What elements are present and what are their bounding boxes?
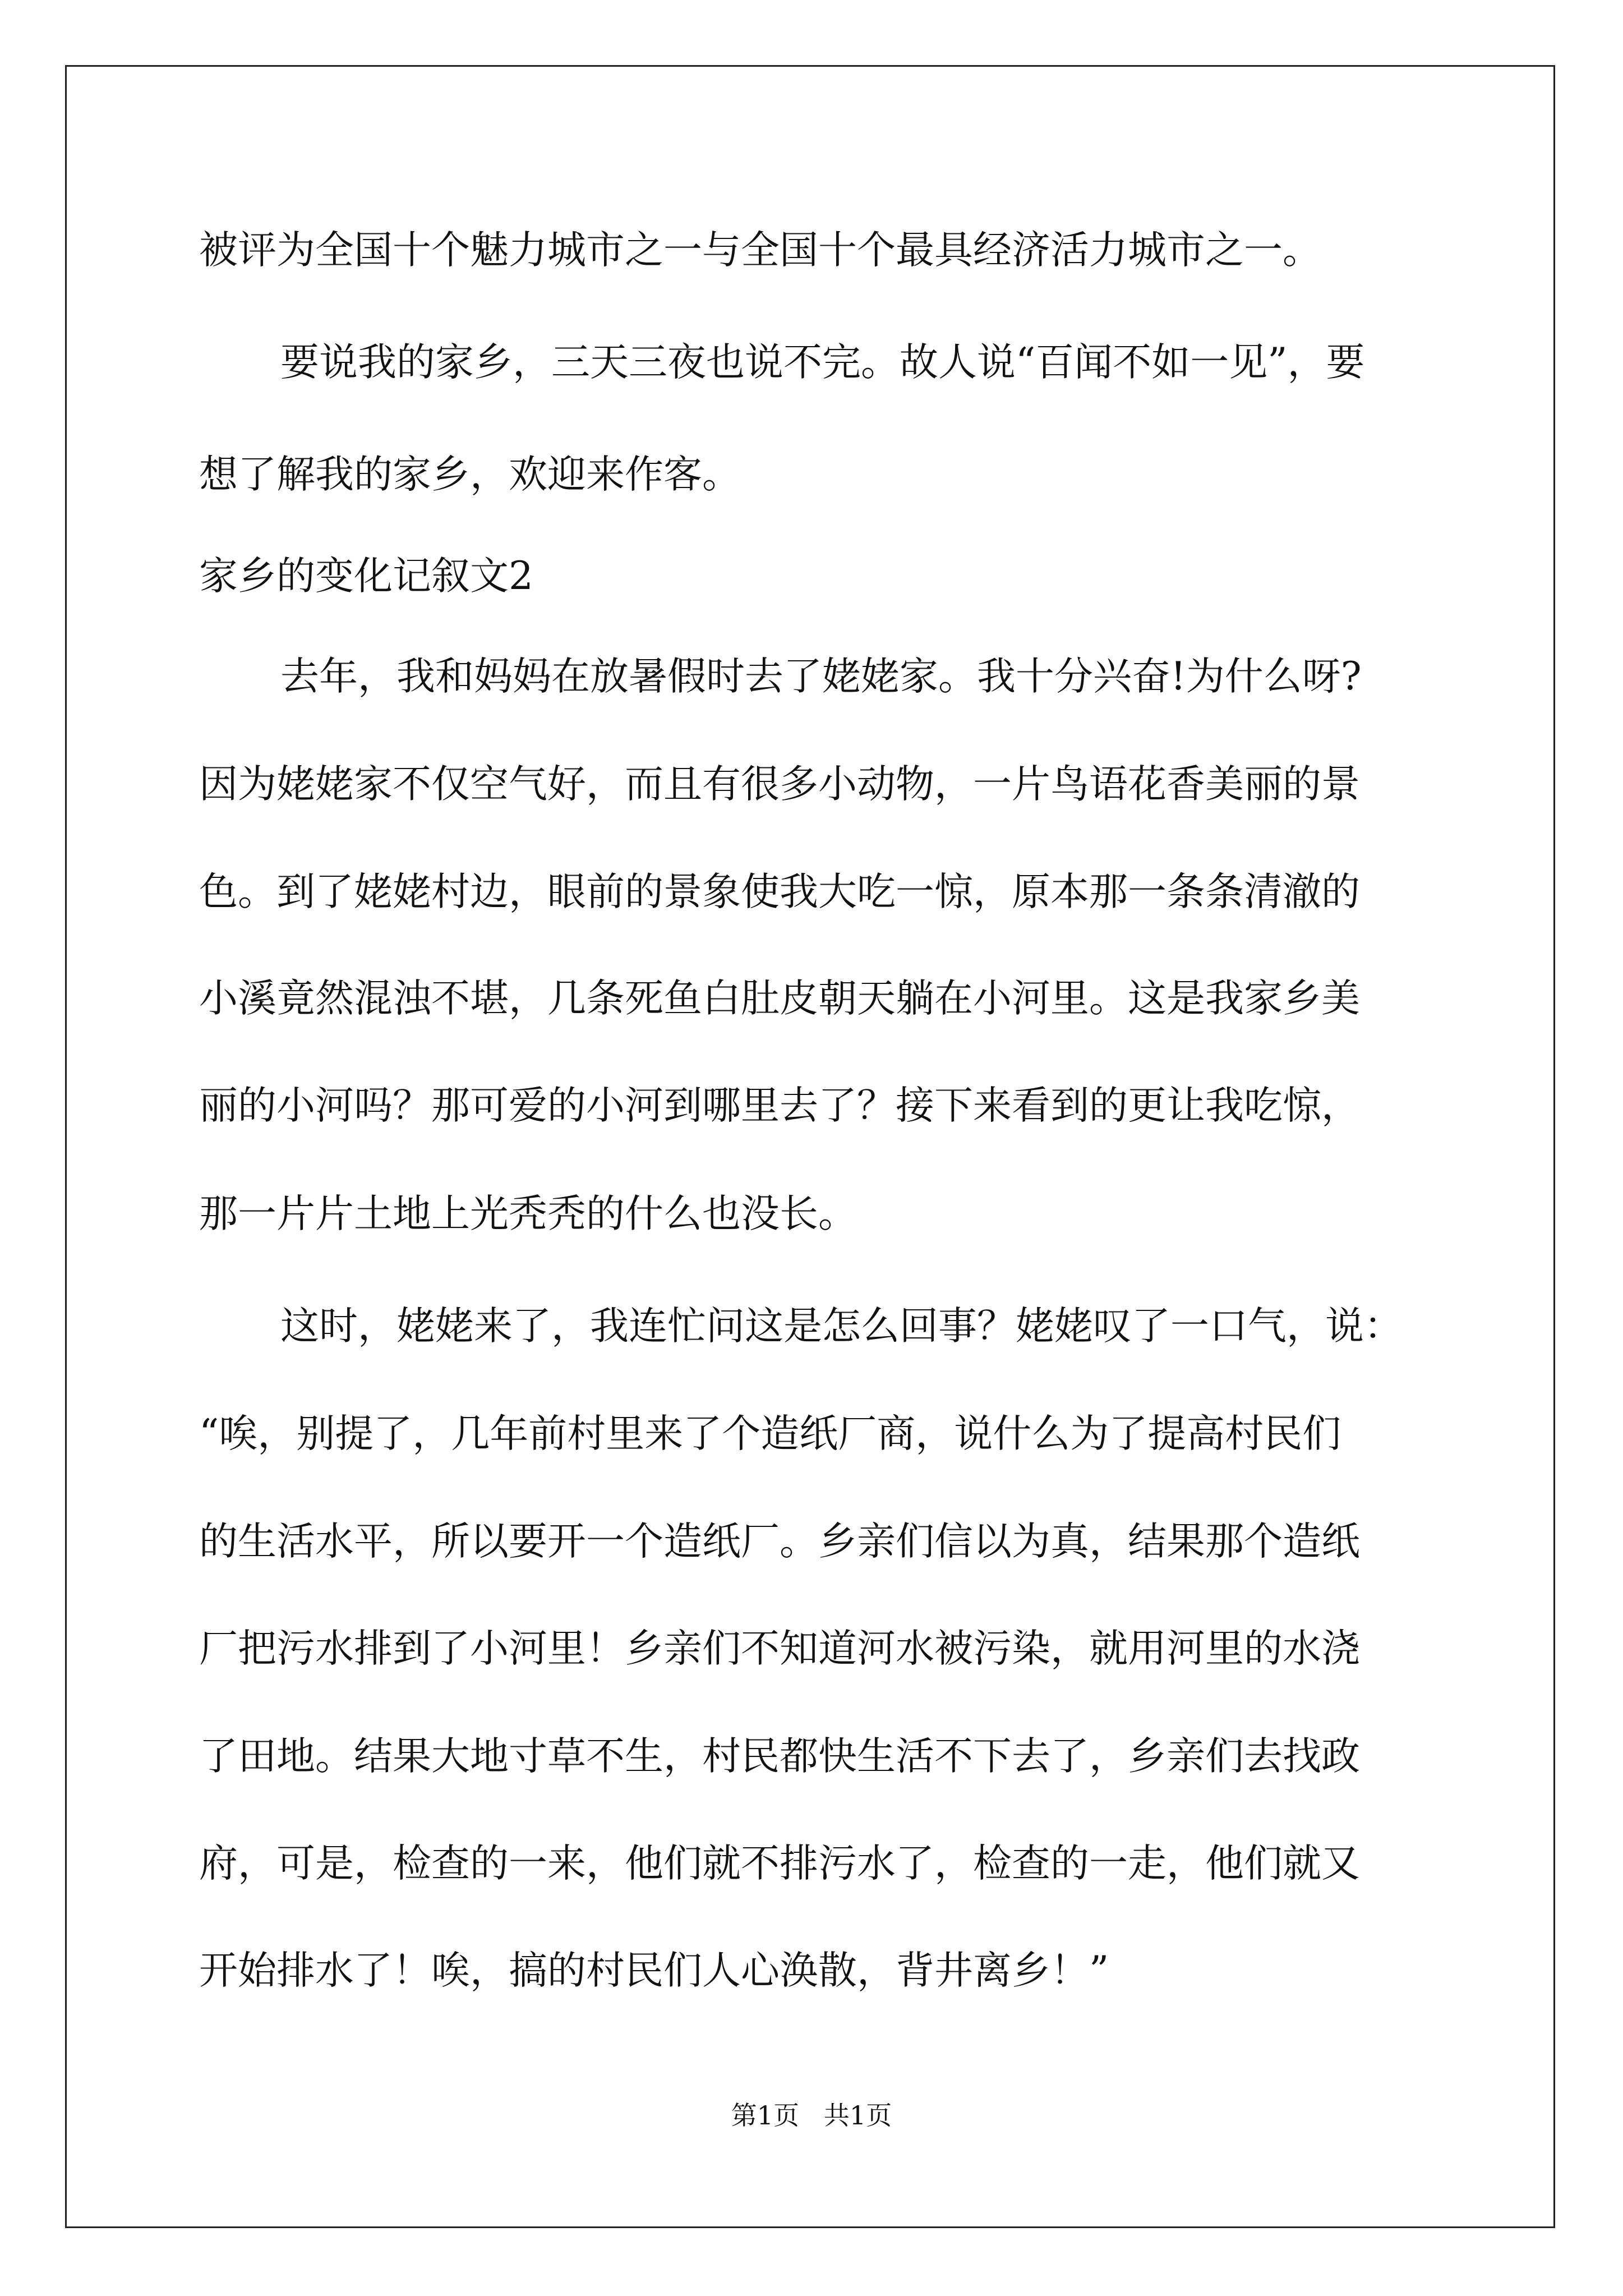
text-line: 府，可是，检查的一来，他们就不排污水了，检查的一走，他们就又 — [199, 1841, 1360, 1886]
text-line: 丽的小河吗？那可爱的小河到哪里去了？接下来看到的更让我吃惊， — [199, 1083, 1360, 1128]
text-line: 了田地。结果大地寸草不生，村民都快生活不下去了，乡亲们去找政 — [199, 1734, 1360, 1779]
text-line: 开始排水了！唉，搞的村民们人心涣散，背井离乡！” — [199, 1948, 1109, 1993]
page-border — [65, 65, 1555, 2228]
page-number-footer: 第1页 共1页 — [731, 2100, 892, 2131]
text-line: 小溪竟然混浊不堪，几条死鱼白肚皮朝天躺在小河里。这是我家乡美 — [199, 976, 1360, 1021]
text-line: 的生活水平，所以要开一个造纸厂。乡亲们信以为真，结果那个造纸 — [199, 1519, 1360, 1564]
text-line: 这时，姥姥来了，我连忙问这是怎么回事？姥姥叹了一口气，说： — [280, 1304, 1403, 1349]
text-line: 要说我的家乡，三天三夜也说不完。故人说“百闻不如一见”，要 — [280, 340, 1365, 385]
text-line: 想了解我的家乡，欢迎来作客。 — [199, 452, 741, 497]
text-line: 因为姥姥家不仅空气好，而且有很多小动物，一片鸟语花香美丽的景 — [199, 762, 1360, 807]
section-title: 家乡的变化记叙文2 — [199, 554, 533, 599]
text-line: 那一片片土地上光秃秃的什么也没长。 — [199, 1191, 857, 1236]
text-line: 去年，我和妈妈在放暑假时去了姥姥家。我十分兴奋!为什么呀? — [280, 654, 1362, 699]
text-line: 厂把污水排到了小河里！乡亲们不知道河水被污染，就用河里的水浇 — [199, 1626, 1360, 1671]
text-line: 被评为全国十个魅力城市之一与全国十个最具经济活力城市之一。 — [199, 228, 1321, 273]
text-line: 色。到了姥姥村边，眼前的景象使我大吃一惊，原本那一条条清澈的 — [199, 869, 1360, 914]
text-line: “唉，别提了，几年前村里来了个造纸厂商，说什么为了提高村民们 — [199, 1411, 1341, 1456]
